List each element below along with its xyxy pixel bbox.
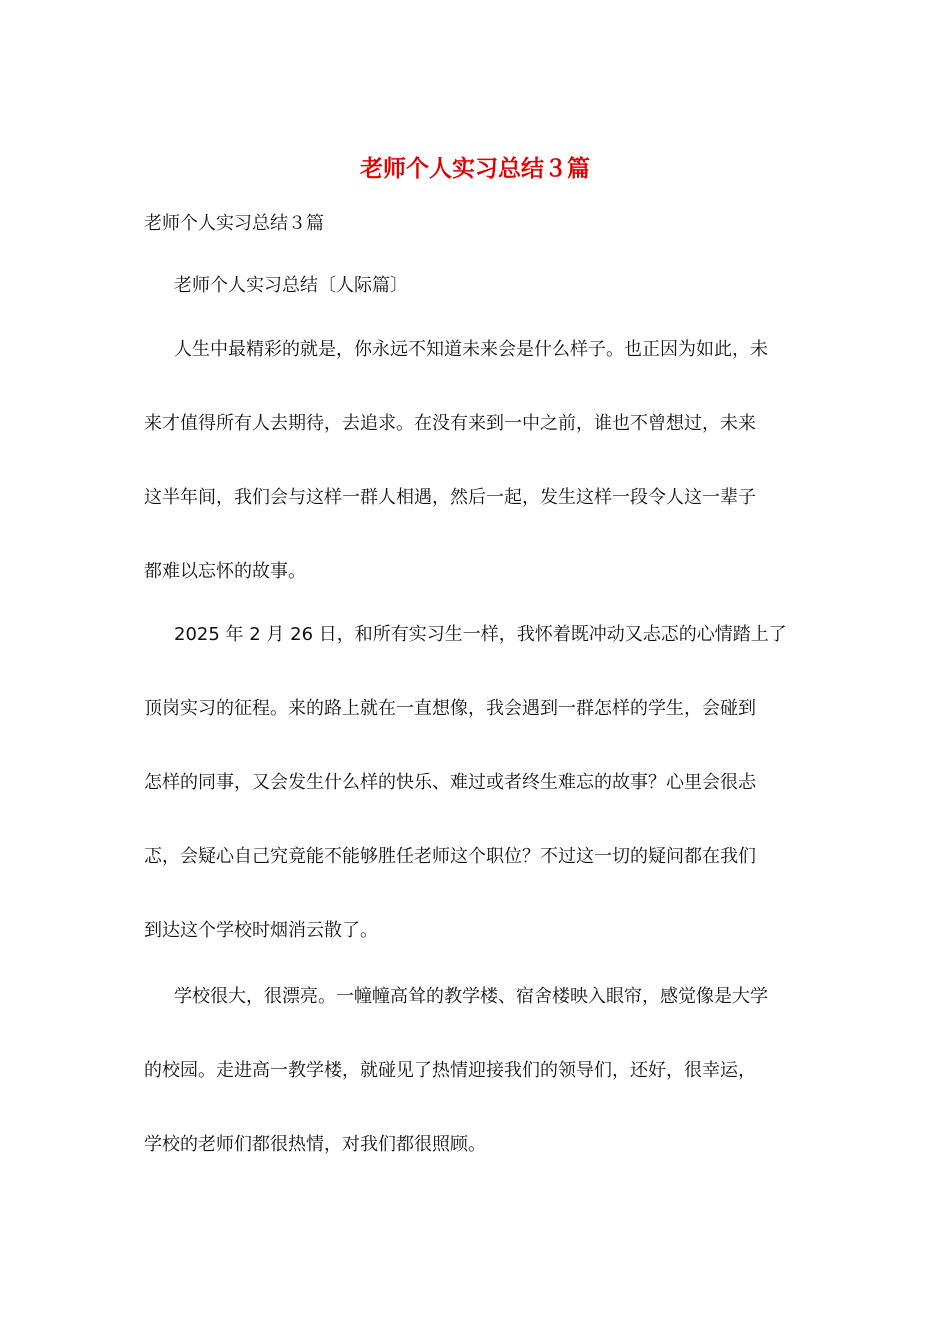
document-subtitle: 老师个人实习总结３篇 (144, 213, 324, 234)
paragraph-line: 忑，会疑心自己究竟能不能够胜任老师这个职位？不过这一切的疑问都在我们 (144, 846, 756, 867)
section-heading: 老师个人实习总结〔人际篇〕 (174, 275, 408, 296)
paragraph-3 (144, 983, 824, 1205)
paragraph-line: 怎样的同事，又会发生什么样的快乐、难过或者终生难忘的故事？心里会很忐 (144, 772, 756, 793)
paragraph-line: 到达这个学校时烟消云散了。 (144, 920, 378, 941)
paragraph-line: 都难以忘怀的故事。 (144, 561, 306, 582)
paragraph-line: 的校园。走进高一教学楼，就碰见了热情迎接我们的领导们，还好，很幸运， (144, 1060, 756, 1081)
document-title: 老师个人实习总结３篇 (360, 155, 590, 182)
paragraph-line: 这半年间，我们会与这样一群人相遇，然后一起，发生这样一段令人这一辈子 (144, 487, 756, 508)
paragraph-2 (144, 621, 824, 991)
paragraph-line: 来才值得所有人去期待，去追求。在没有来到一中之前，谁也不曾想过，未来 (144, 413, 756, 434)
paragraph-line: 人生中最精彩的就是，你永远不知道未来会是什么样子。也正因为如此，未 (174, 339, 768, 360)
paragraph-line: 学校很大，很漂亮。一幢幢高耸的教学楼、宿舍楼映入眼帘，感觉像是大学 (174, 986, 768, 1007)
paragraph-line: 顶岗实习的征程。来的路上就在一直想像，我会遇到一群怎样的学生，会碰到 (144, 698, 756, 719)
paragraph-1 (144, 336, 824, 632)
paragraph-line: 学校的老师们都很热情，对我们都很照顾。 (144, 1134, 486, 1155)
paragraph-line: 2025 年 2 月 26 日，和所有实习生一样，我怀着既冲动又忐忑的心情踏上了 (174, 624, 787, 645)
